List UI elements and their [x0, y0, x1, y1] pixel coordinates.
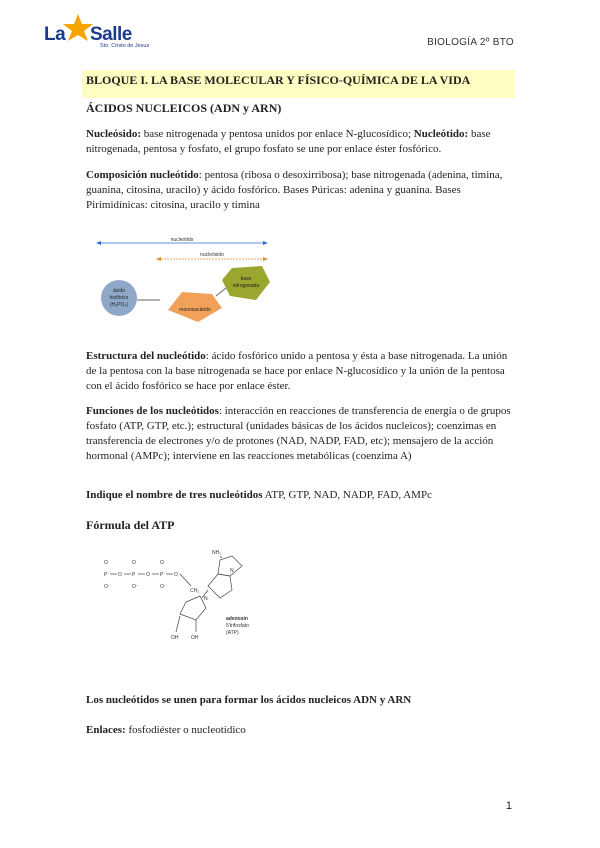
atp-o-6: O: [174, 572, 178, 578]
text-nombres: ATP, GTP, NAD, NADP, FAD, AMPc: [262, 489, 432, 501]
block-title: BLOQUE I. LA BASE MOLECULAR Y FÍSICO-QUÍMICA DE LA VIDA: [82, 70, 515, 98]
adenosine-label-2: 5'trifosfato: [226, 623, 249, 629]
paragraph-estructura: [86, 349, 518, 394]
paragraph-enlaces: [86, 723, 518, 738]
adenosine-label-3: (ATP): [226, 630, 239, 636]
paragraph-funciones: [86, 404, 518, 464]
atp-p-1: P: [104, 572, 108, 578]
phosphate-label-3: (H₃PO₄): [109, 302, 129, 308]
atp-formula-diagram: [96, 544, 276, 644]
bond-glycosidic: [216, 288, 226, 296]
base-label-2: nitrogenada: [232, 283, 260, 289]
atp-ominus-1: O⁻: [104, 584, 111, 590]
atp-ch2: CH₂: [190, 588, 200, 594]
atp-nh2: NH₂: [212, 550, 222, 556]
arrow-head-right-2: [263, 257, 268, 261]
text-composicion: : pentosa (ribosa o desoxirribosa); base nitrogenada (adenina, timina, guanina, citosina, uracilo) y ácido fosfórico. Bases Púricas: adenina y guanina. Bases Pirimidínicas: citosina, uracilo y timina: [86, 169, 503, 211]
atp-n-1: N: [230, 568, 234, 574]
formula-title: Fórmula del ATP: [86, 518, 175, 532]
term-nucleosido: Nucleósido:: [86, 128, 141, 140]
arrow-head-right: [263, 241, 268, 245]
adenosine-label-1: adenosin: [226, 616, 248, 622]
term-nucleotido: Nucleótido:: [413, 128, 469, 140]
atp-oh-1: OH: [171, 635, 179, 641]
paragraph-nucleosido: [86, 127, 518, 157]
arrow-head-left: [96, 241, 101, 245]
atp-o-1: O: [104, 560, 108, 566]
atp-p-3: P: [160, 572, 164, 578]
atp-bonds: [110, 556, 242, 632]
atp-o-3: O: [132, 560, 136, 566]
atp-o-4: O: [146, 572, 150, 578]
atp-oh-2: OH: [191, 635, 199, 641]
section-title: ÁCIDOS NUCLEICOS (ADN y ARN): [86, 101, 282, 115]
label-nucleotido: nucleótido: [170, 237, 194, 243]
paragraph-composicion: [86, 168, 518, 213]
phosphate-label-2: fosfórico: [109, 295, 129, 301]
paragraph-nombres: [86, 488, 518, 503]
text-funciones: : interacción en reacciones de transferencia de energía o de grupos fosfato (ATP, GTP, etc.); estructural (unidades básicas de los ácidos nucleicos); coenzimas en transferencia de electrones y/o de protones (NAD, NADP, FAD, etc); mensajero de la acción hormonal (AMPc); interviene en las reacciones metabólicas (coenzima A): [86, 405, 511, 462]
base-label-1: base: [240, 276, 252, 282]
page-number: 1: [505, 800, 512, 812]
text-estructura: : ácido fosfórico unido a pentosa y ésta a base nitrogenada. La unión de la pentosa con la base nitrogenada se hace por enlace N-glucosídico y la unión de la pentosa con el ácido fosfórico se hace por enlace éster.: [86, 350, 508, 392]
atp-ominus-3: O⁻: [160, 584, 167, 590]
la-salle-logo: [44, 16, 164, 56]
nucleotide-diagram: [92, 234, 282, 334]
atp-ominus-2: O⁻: [132, 584, 139, 590]
paragraph-union: Los nucleótidos se unen para formar los ácidos nucleicos ADN y ARN: [86, 694, 412, 706]
term-funciones: Funciones de los nucleótidos: [86, 405, 219, 417]
text-nucleosido: base nitrogenada y pentosa unidos por enlace N-glucosídico;: [141, 128, 414, 140]
label-nucleosido: nucleósido: [200, 252, 224, 258]
term-composicion: Composición nucleótido: [86, 169, 199, 181]
atp-p-2: P: [132, 572, 136, 578]
logo-subtitle: Sto. Cristo de Jesus: [100, 43, 150, 49]
atp-o-5: O: [160, 560, 164, 566]
term-estructura: Estructura del nucleótido: [86, 350, 206, 362]
text-enlaces: fosfodiéster o nucleotídico: [125, 724, 246, 736]
text-nucleotido: base nitrogenada, pentosa y fosfato, el grupo fosfato se une por enlace éster fosfórico.: [86, 128, 491, 155]
course-label: BIOLOGÍA 2º BTO: [427, 37, 514, 48]
atp-o-2: O: [118, 572, 122, 578]
logo-text-left: La: [44, 24, 66, 45]
sugar-label: monosacárido: [179, 307, 211, 313]
term-enlaces: Enlaces:: [86, 724, 126, 736]
phosphate-label-1: ácido: [113, 288, 125, 294]
arrow-head-left-2: [156, 257, 161, 261]
atp-n-2: N: [204, 596, 208, 602]
logo-text-right: Salle: [90, 24, 132, 45]
term-nombres: Indique el nombre de tres nucleótidos: [86, 489, 263, 501]
